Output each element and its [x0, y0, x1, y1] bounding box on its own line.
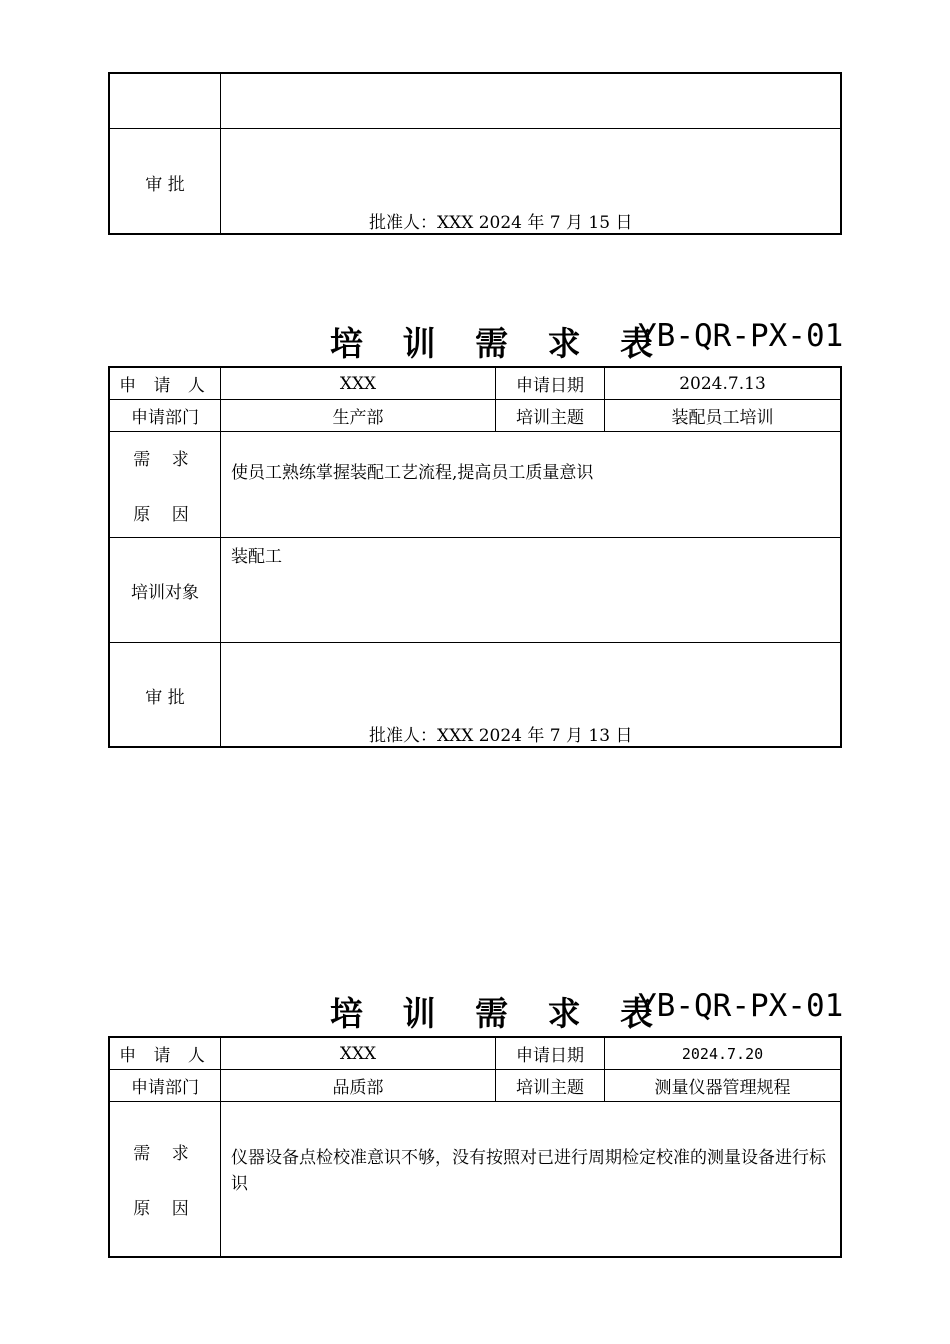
- approval-line: 批准人：XXX 2024 年 7 月 15 日: [369, 213, 633, 233]
- reason-text: 仪器设备点检校准意识不够，没有按照对已进行周期检定校准的测量设备进行标识: [231, 1148, 826, 1194]
- topic-value: 测量仪器管理规程: [654, 1078, 791, 1098]
- form2-row-applicant: [110, 1038, 840, 1069]
- form1-row-target: [110, 537, 840, 642]
- reason-label: [110, 432, 221, 537]
- form1-table: [108, 366, 842, 748]
- topic-label: 培训主题: [496, 1070, 605, 1101]
- date-label: 申请日期: [496, 1038, 605, 1069]
- target-label: 培训对象: [110, 538, 221, 642]
- approval-cell: [221, 129, 840, 235]
- form-top-partial: [108, 72, 842, 235]
- target-text: 装配工: [231, 547, 282, 567]
- dept-value: 生产部: [221, 400, 496, 431]
- reason-label-line2: 原 因: [133, 504, 197, 525]
- topic-value: 装配员工培训: [671, 408, 774, 428]
- applicant-value: XXX: [221, 368, 496, 399]
- applicant-value: XXX: [221, 1038, 496, 1069]
- blank-label-cell: [110, 74, 221, 128]
- form1-row-dept: [110, 399, 840, 431]
- topic-label: 培训主题: [496, 400, 605, 431]
- applicant-label: 申 请 人: [110, 1038, 221, 1069]
- form2-row-dept: [110, 1069, 840, 1101]
- approval-row: [110, 128, 840, 235]
- form2-row-reason: [110, 1101, 840, 1256]
- dept-value: 品质部: [221, 1070, 496, 1101]
- reason-value: [221, 1102, 840, 1256]
- form1-code: YB-QR-PX-01: [638, 318, 844, 354]
- form2-code: YB-QR-PX-01: [638, 988, 844, 1024]
- blank-value-cell: [221, 74, 840, 128]
- reason-label-line1: 需 求: [133, 1144, 197, 1164]
- date-label: 申请日期: [496, 368, 605, 399]
- reason-value: [221, 432, 840, 537]
- target-value: [221, 538, 840, 642]
- form1-title: 培 训 需 求 表: [330, 324, 667, 363]
- blank-row: [110, 74, 840, 128]
- approval-label: 审 批: [110, 643, 221, 748]
- approval-label: 审 批: [110, 129, 221, 235]
- approval-cell: [221, 643, 840, 748]
- approval-line: 批准人：XXX 2024 年 7 月 13 日: [369, 726, 633, 746]
- date-value: 2024.7.13: [679, 373, 766, 394]
- form2-table: [108, 1036, 842, 1258]
- form1-row-reason: [110, 431, 840, 537]
- reason-label-line2: 原 因: [133, 1199, 197, 1219]
- form1-row-approval: [110, 642, 840, 748]
- form1-row-applicant: [110, 368, 840, 399]
- reason-label-line1: 需 求: [133, 449, 197, 470]
- dept-label: 申请部门: [110, 400, 221, 431]
- applicant-label: 申 请 人: [110, 368, 221, 399]
- date-value: 2024.7.20: [681, 1044, 764, 1063]
- reason-text: 使员工熟练掌握装配工艺流程,提高员工质量意识: [231, 463, 594, 483]
- form2-title: 培 训 需 求 表: [330, 994, 667, 1033]
- reason-label: [110, 1102, 221, 1256]
- dept-label: 申请部门: [110, 1070, 221, 1101]
